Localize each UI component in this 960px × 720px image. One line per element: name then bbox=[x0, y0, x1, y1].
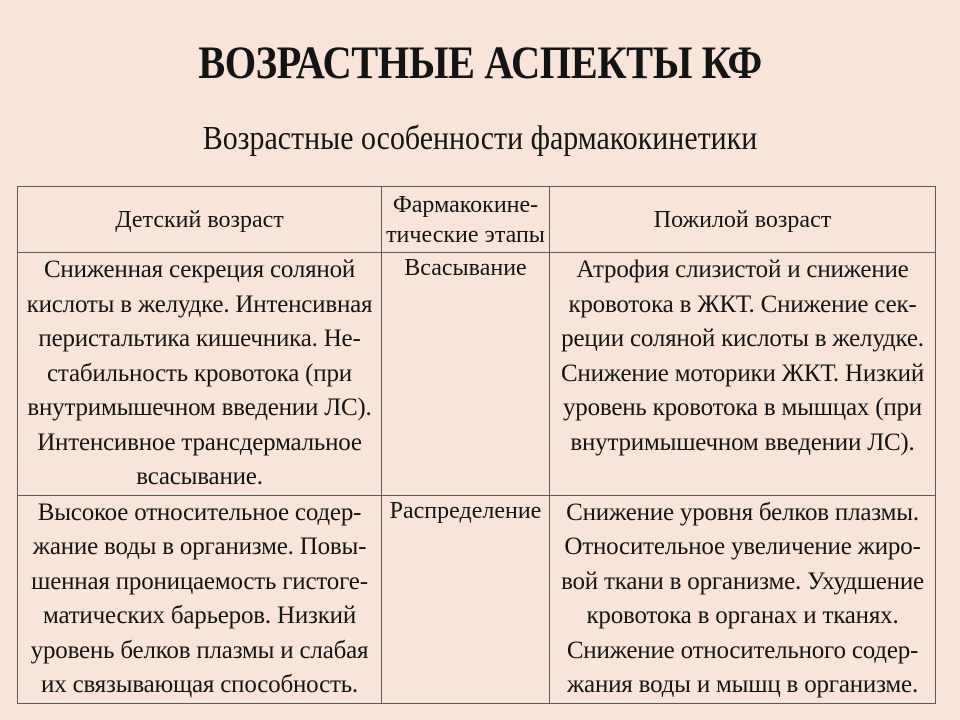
cell-line: жания воды и мышц в организме. bbox=[566, 671, 919, 698]
cell-line: внутримышечном введении ЛС). bbox=[27, 394, 372, 421]
cell-stage-absorption: Всасывание bbox=[382, 253, 550, 496]
cell-line: стабильность кровотока (при bbox=[47, 359, 352, 387]
cell-line: Относительное увеличение жиро- bbox=[564, 533, 921, 560]
cell-line: внутримышечном введении ЛС). bbox=[570, 428, 915, 456]
cell-line: Высокое относительное содер- bbox=[37, 498, 362, 526]
cell-line: кровотока в ЖКТ. Снижение сек- bbox=[568, 290, 917, 318]
header-elderly: Пожилой возраст bbox=[550, 187, 936, 253]
header-children: Детский возраст bbox=[18, 187, 382, 253]
cell-line: кровотока в органах и тканях. bbox=[586, 602, 899, 629]
cell-line: реции соляной кислоты в желудке. bbox=[561, 325, 924, 352]
header-stages-line: тические этапы bbox=[386, 221, 545, 248]
cell-line: матических барьеров. Низкий bbox=[43, 602, 356, 629]
cell-line: Атрофия слизистой и снижение bbox=[576, 256, 909, 283]
cell-line: вой ткани в организме. Ухудшение bbox=[561, 567, 924, 595]
cell-line: Сниженная секреция соляной bbox=[43, 256, 356, 283]
header-stages-line: Фармакокине- bbox=[392, 191, 539, 218]
cell-line: Снижение моторики ЖКТ. Низкий bbox=[560, 359, 925, 387]
cell-children-absorption bbox=[18, 253, 382, 496]
cell-line: Интенсивное трансдермальное bbox=[37, 428, 362, 456]
cell-line: жание воды в организме. Повы- bbox=[32, 533, 367, 560]
cell-line: их связывающая способность. bbox=[41, 671, 358, 698]
pharmacokinetics-table bbox=[17, 186, 936, 704]
table-row bbox=[18, 495, 936, 703]
cell-line: всасывание. bbox=[136, 463, 263, 490]
cell-children-distribution bbox=[18, 495, 382, 703]
cell-stage-distribution: Распределение bbox=[382, 495, 550, 703]
page-title: ВОЗРАСТНЫЕ АСПЕКТЫ КФ bbox=[198, 37, 762, 89]
cell-line: шенная проницаемость гистоге- bbox=[31, 567, 368, 595]
cell-line: кислоты в желудке. Интенсивная bbox=[26, 290, 373, 318]
header-stages bbox=[382, 187, 550, 253]
table-row bbox=[18, 253, 936, 496]
table-caption: Возрастные особенности фармакокинетики bbox=[202, 120, 758, 157]
cell-line: Снижение относительного содер- bbox=[566, 636, 919, 664]
cell-line: уровень кровотока в мышцах (при bbox=[563, 394, 922, 421]
cell-elderly-distribution bbox=[550, 495, 936, 703]
cell-elderly-absorption bbox=[550, 253, 936, 496]
table-header-row bbox=[18, 187, 936, 253]
cell-line: уровень белков плазмы и слабая bbox=[30, 636, 369, 664]
cell-line: перистальтика кишечника. Не- bbox=[38, 325, 361, 352]
cell-line: Снижение уровня белков плазмы. bbox=[566, 498, 919, 526]
